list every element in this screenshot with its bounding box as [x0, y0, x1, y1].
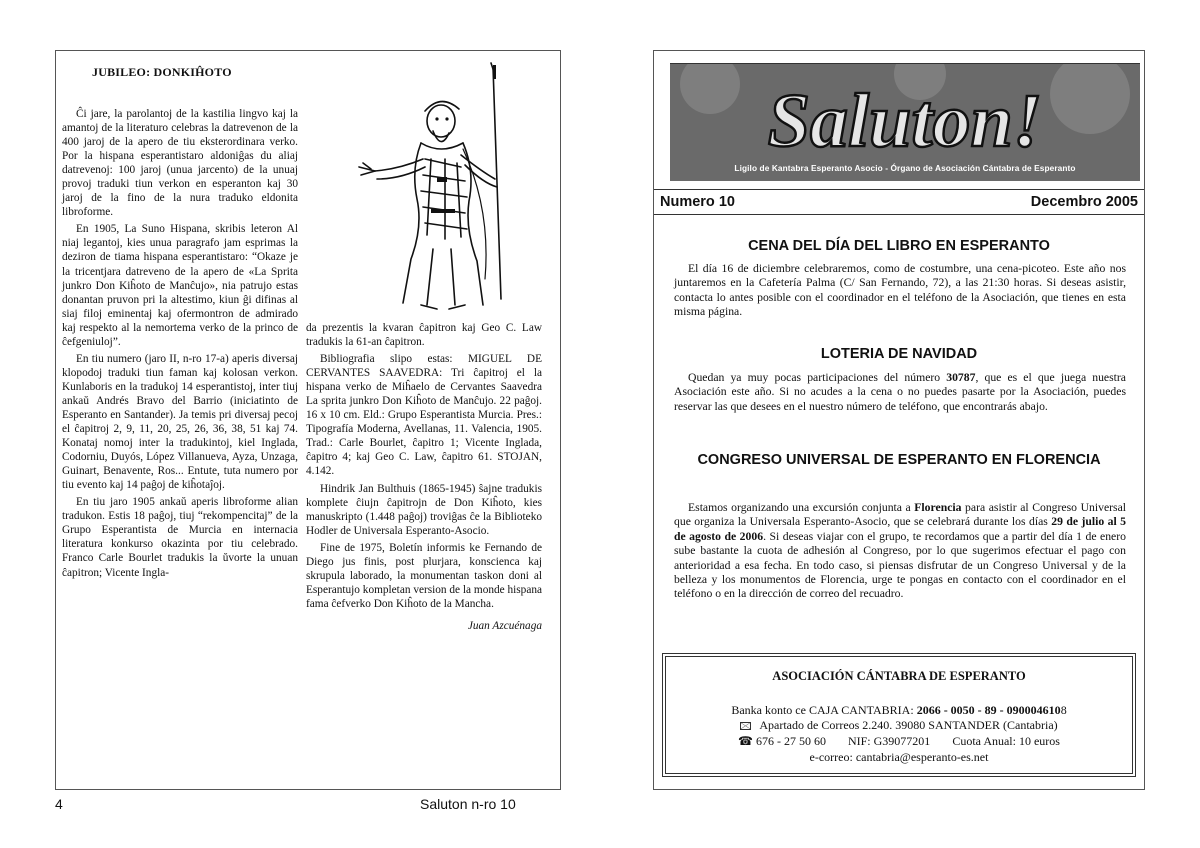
nif-number: NIF: G39077201 [847, 734, 931, 748]
paragraph [62, 352, 298, 492]
congreso-city: Florencia [914, 501, 962, 514]
paragraph-text: Fine de 1975, Boletín informis ke Fernando de Diego jus finis, post plurjara, konscienca kaj skrupula laborado, la monumentan taskon doni al Esperantujo kompletan version de la monde hispana fama ĉefverko Don Kiĥoto de la Mancha. [306, 541, 542, 610]
article-title: JUBILEO: DONKIĤOTO [92, 65, 232, 79]
bank-number-last: 8 [1060, 703, 1067, 717]
paragraph-text: Hindrik Jan Bulthuis (1865-1945) ŝajne tradukis komplete ĉiujn ĉapitrojn de Don Kiĥoto, kies manuskripto (1.448 paĝoj) troviĝas ĉe la Biblioteko Hodler de Universala Esperanto-Asocio. [306, 482, 542, 537]
issue-date: Decembro 2005 [1030, 194, 1138, 210]
right-page [653, 50, 1145, 790]
footer-issue-label: Saluton n-ro 10 [420, 796, 516, 812]
paragraph-text: Ĉi jare, la parolantoj de la kastilia lingvo kaj la amantoj de la literaturo celebras la datrevenon de la 400 jaroj de la apero de tiu eksterordinara verko. Por la hispana esperantistaro aldoniĝas du aliaj datrevenoj: 100 jaroj (unua jarcento) de la unuaj provoj traduki tiun verkon en esperanton kaj 30 jaroj de la fino de la nura traduko eldonita libroforme. [62, 108, 298, 219]
lottery-number: 30787 [946, 371, 976, 384]
paragraph-text: En 1905, La Suno Hispana, skribis leteron Al niaj legantoj, kies unua paragrafo jam esprimas la deziron de tiama hispana esperantistaro: “Okaze je la tricentjara datreveno de la apero de «La Sprita junkro Don Kiĥoto de Manĉujo», nia patrujo estas donantan pruvon pri la altestimo, kiun ĝi difinas al siaj filoj eminentaj kaj ofermontron de admirado kaj respekto al la nemortema verko de la princo de ĉefgeniuloj”. [62, 223, 298, 348]
contact-box [662, 653, 1136, 777]
paragraph [306, 482, 542, 538]
masthead-title: Saluton! [767, 79, 1043, 163]
bank-label: Banka konto ce CAJA CANTABRIA: [731, 703, 917, 717]
paragraph-text: En tiu numero (jaro II, n-ro 17-a) aperis diversaj klopodoj traduki tiun faman kaj kolosan verkon. Kunlaboris en la tradukoj 14 esperantistoj, inter tiuj ankaŭ Andrés Bravo del Barrio (iniciatinto de Esperanto en Santander). Ja temis pri diversaj pecoj el ĉapitroj 2, 9, 11, 20, 25, 26, 36, 38, 51 kaj 74. Konataj nomoj inter la tradukintoj, kiel Inglada, Codorniu, Duyós, López Villanueva, Ayza, Unzaga, Guinart, Benavente, Ros... Entute, tuta numero por tiu evento kaj 14 paĝoj de kiĥotaĵoj. [62, 352, 298, 492]
paragraph [62, 495, 298, 579]
footer-page-number: 4 [55, 796, 63, 812]
section-title-loteria: LOTERIA DE NAVIDAD [820, 346, 978, 362]
paragraph-text: Bibliografia slipo estas: MIGUEL DE CERVANTES SAAVEDRA: Tri ĉapitroj el la hispana verko de Miĥaelo de Cervantes Saavedra La sprita junkro Don Kiĥoto de Manĉujo. 22 paĝoj. 16 x 10 cm. Eld.: Grupo Esperantista Murcia. Pres.: Tipografía Moderna, Avellanas, 11. Valencia, 1905. Trad.: Carle Bourlet, ĉapitro 1; Vicente Inglada, ĉapitro 4; kaj Geo C. Law, ĉapitro 61. STOJAN, 4.142. [306, 353, 542, 478]
contact-title: ASOCIACIÓN CÁNTABRA DE ESPERANTO [772, 669, 1026, 683]
paragraph-text: En tiu jaro 1905 ankaŭ aperis libroforme alian tradukon. Estis 18 paĝoj, tiuj “rekompencitaj” de la Grupo Esperantista de Murcia en internacia literatura konkurso okazinta por tiu celebrado. Franco Carle Bourlet tradukis la ŭvorte la unuan ĉapitron; Vicente Ingla- [62, 496, 298, 579]
bank-number: 2066 - 0050 - 89 - 090004610 [916, 703, 1061, 717]
phone-icon: ☎ [738, 734, 756, 748]
section-body-congreso [674, 501, 1126, 602]
section-title-cena: CENA DEL DÍA DEL LIBRO EN ESPERANTO [748, 238, 1050, 254]
issue-bar [654, 189, 1144, 215]
paragraph [62, 222, 298, 348]
congreso-dates: 29 de julio al 5 de agosto de 2006 [674, 515, 1126, 543]
loteria-text-b: , que es el que juega nuestra Asociación este año. Si no acudes a la cena o no puedes pasarte por la Asociación, puedes reservar las que desees en el nuestro número de teléfono, que encontrarás abajo. [674, 371, 1126, 413]
paragraph [306, 321, 542, 349]
congreso-text-b: para asistir al Congreso Universal que organiza la Universala Esperanto-Asocio, que se celebrará durante los días [674, 501, 1127, 529]
left-page [55, 50, 561, 790]
postal-address-line [666, 718, 1132, 732]
article-column-2 [306, 321, 542, 633]
phone-line [666, 734, 1132, 748]
congreso-text-c: . Si deseas viajar con el grupo, te recordamos que a partir del día 1 de enero sube bastante la cuota de adhesión al Congreso, por lo que sugerimos efectuar el pago con anterioridad a esa fecha. En todo caso, si piensas disfrutar de un Congreso Universal y de la belleza y los monumentos de Florencia, urge te pongas en contacto con el coordinador en el teléfono o en la dirección de correo del recuadro. [674, 529, 1126, 601]
paragraph [306, 541, 542, 611]
paragraph [62, 107, 298, 219]
don-quixote-drawing [341, 59, 541, 319]
postal-address: Apartado de Correos 2.240. 39080 SANTANDER (Cantabria) [759, 718, 1058, 732]
bank-account-line [666, 703, 1132, 717]
annual-fee: Cuota Anual: 10 euros [952, 734, 1060, 748]
loteria-text-a: Quedan ya muy pocas participaciones del número [688, 371, 947, 384]
issue-number: Numero 10 [660, 194, 735, 210]
masthead-subtitle: Ligilo de Kantabra Esperanto Asocio - Órgano de Asociación Cántabra de Esperanto [734, 163, 1076, 173]
section-body-loteria [674, 371, 1126, 414]
envelope-icon [740, 722, 751, 730]
paragraph-text: da prezentis la kvaran ĉapitron kaj Geo C. Law tradukis la 61-an ĉapitron. [306, 322, 542, 349]
article-signature: Juan Azcuénaga [467, 619, 542, 632]
don-quixote-illustration [341, 59, 541, 319]
paragraph [306, 352, 542, 478]
section-body-cena: El día 16 de diciembre celebraremos, como de costumbre, una cena-picoteo. Este año nos juntaremos en la Cafetería Palma (C/ San Fernando, 72), a las 21:30 horas. Si deseas asistir, contacta lo antes posible con el coordinador en el teléfono de la Asociación, que tienes en esta misma página. [674, 262, 1126, 319]
congreso-text-a: Estamos organizando una excursión conjunta a [688, 501, 915, 514]
phone-number: 676 - 27 50 60 [755, 734, 826, 748]
section-title-congreso: CONGRESO UNIVERSAL DE ESPERANTO EN FLORENCIA [697, 452, 1101, 468]
email-line: e-correo: cantabria@esperanto-es.net [809, 750, 989, 764]
masthead [670, 63, 1140, 181]
article-column-1 [62, 107, 298, 583]
